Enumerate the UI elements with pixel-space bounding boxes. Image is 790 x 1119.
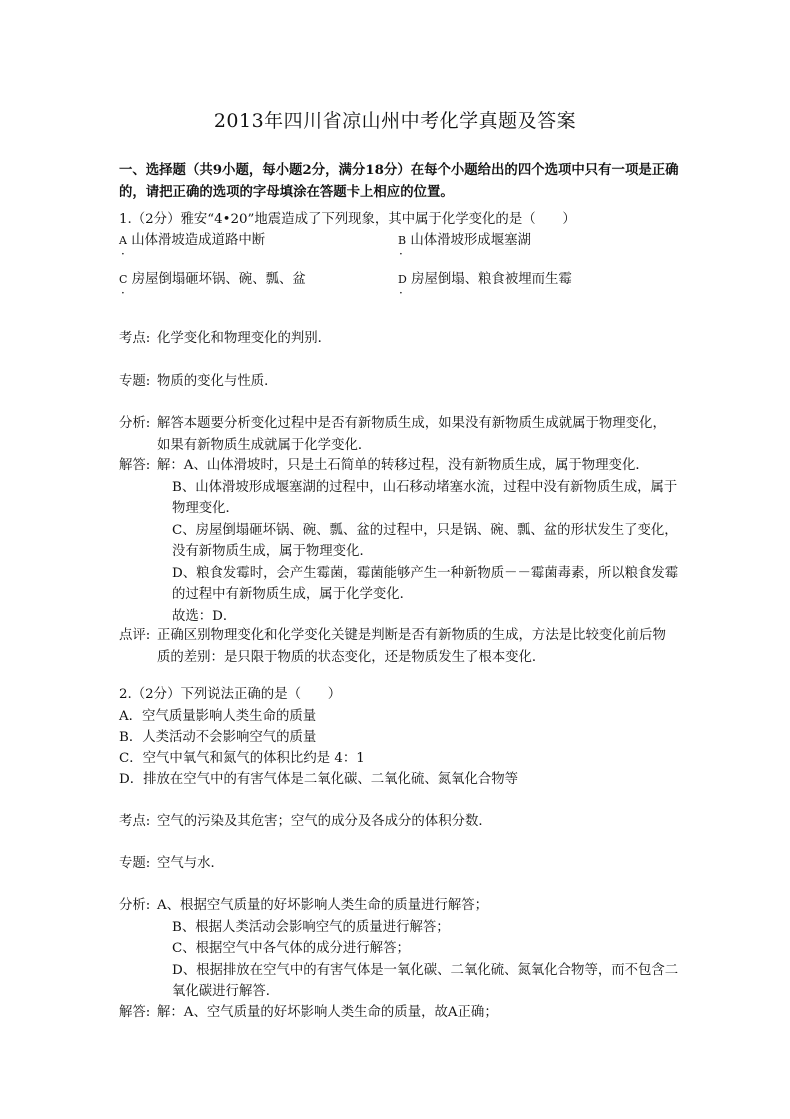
kaodian-label: 考点: [119,814,151,829]
kaodian-label: 考点: [119,331,151,346]
page-title: 2013年四川省凉山州中考化学真题及答案 [213,110,577,132]
q1-jieda [119,455,679,627]
q1-option-c-text: 房屋倒塌砸坏锅、碗、瓢、盆 [131,272,306,287]
jieda-line: C、房屋倒塌砸坏锅、碗、瓢、盆的过程中，只是锅、碗、瓢、盆的形状发生了变化，没有新物质生成，属于物理变化． [172,522,678,559]
jieda-line: 解：A、山体滑坡时，只是土石简单的转移过程，没有新物质生成，属于物理变化． [157,458,649,473]
q1-option-b-letter: B [398,234,407,247]
fenxi-line: C、根据空气中各气体的成分进行解答； [172,941,410,956]
q1-kaodian [119,328,679,350]
q1-zhuanti [119,371,679,393]
q2-option-d: D．排放在空气中的有害气体是二氧化碳、二氧化硫、氮氧化合物等 [119,772,519,787]
jieda-line: D、粮食发霉时，会产生霉菌，霉菌能够产生一种新物质－－霉菌毒素，所以粮食发霉的过程中有新物质生成，属于化学变化． [172,565,679,602]
jieda-label: 解答: [119,458,151,473]
jieda-text: 解：A、空气质量的好坏影响人类生命的质量，故A正确； [157,1005,498,1020]
jieda-line: B、山体滑坡形成堰塞湖的过程中，山石移动堵塞水流，过程中没有新物质生成，属于物理变化． [172,479,678,516]
q1-dianping [119,625,679,668]
dot-marker: · [121,286,125,300]
zhuanti-label: 专题: [119,856,151,871]
dianping-text: 正确区别物理变化和化学变化关键是判断是否有新物质的生成，方法是比较变化前后物质的差别：是只限于物质的状态变化，还是物质发生了根本变化． [157,628,666,665]
fenxi-text: 解答本题要分析变化过程中是否有新物质生成，如果没有新物质生成就属于物理变化，如果有新物质生成就属于化学变化． [157,416,666,453]
q1-option-b [398,229,531,248]
kaodian-text: 空气的污染及其危害；空气的成分及各成分的体积分数． [157,814,492,829]
q1-option-a [119,229,265,248]
q2-zhuanti [119,853,679,875]
fenxi-line: A、根据空气质量的好坏影响人类生命的质量进行解答； [157,898,489,913]
zhuanti-text: 物质的变化与性质． [157,374,278,389]
q2-stem: 2.（2分）下列说法正确的是（ ） [119,687,342,702]
jieda-line: 故选：D． [172,608,237,624]
q1-fenxi [119,413,679,456]
zhuanti-label: 专题: [119,374,151,389]
fenxi-label: 分析: [119,898,151,913]
q2-kaodian [119,811,679,833]
q2-option-c: C．空气中氧气和氮气的体积比约是 4：1 [119,751,365,766]
q1-option-c-letter: C [119,273,128,286]
dot-marker: · [399,247,403,261]
q2-option-a: A．空气质量影响人类生命的质量 [119,709,317,724]
kaodian-text: 化学变化和物理变化的判别． [157,331,332,346]
section-heading: 一、选择题（共9小题，每小题2分，满分18分）在每个小题给出的四个选项中只有一项是正确的，请把正确的选项的字母填涂在答题卡上相应的位置。 [119,162,679,200]
q1-stem: 1.（2分）雅安“4•20”地震造成了下列现象，其中属于化学变化的是（ ） [119,212,576,227]
q1-option-d-letter: D [398,273,407,286]
q1-option-d [398,268,572,287]
q1-option-b-text: 山体滑坡形成堰塞湖 [410,233,531,248]
dot-marker: · [121,247,125,261]
fenxi-line: B、根据人类活动会影响空气的质量进行解答； [172,919,450,935]
dot-marker: · [399,286,403,300]
q1-option-a-letter: A [119,234,127,247]
fenxi-label: 分析: [119,416,151,431]
q2-fenxi [119,895,679,1003]
q1-option-a-text: 山体滑坡造成道路中断 [131,233,266,248]
zhuanti-text: 空气与水． [157,856,224,871]
jieda-label: 解答: [119,1005,151,1020]
q2-option-b: B．人类活动不会影响空气的质量 [119,730,317,745]
dianping-label: 点评: [119,628,151,643]
fenxi-line: D、根据排放在空气中的有害气体是一氧化碳、二氧化硫、氮氧化合物等，而不包含二氧化碳进行解答． [172,962,679,999]
q2-jieda [119,1002,679,1024]
q1-option-d-text: 房屋倒塌、粮食被埋而生霉 [411,272,572,287]
q1-option-c [119,268,306,287]
